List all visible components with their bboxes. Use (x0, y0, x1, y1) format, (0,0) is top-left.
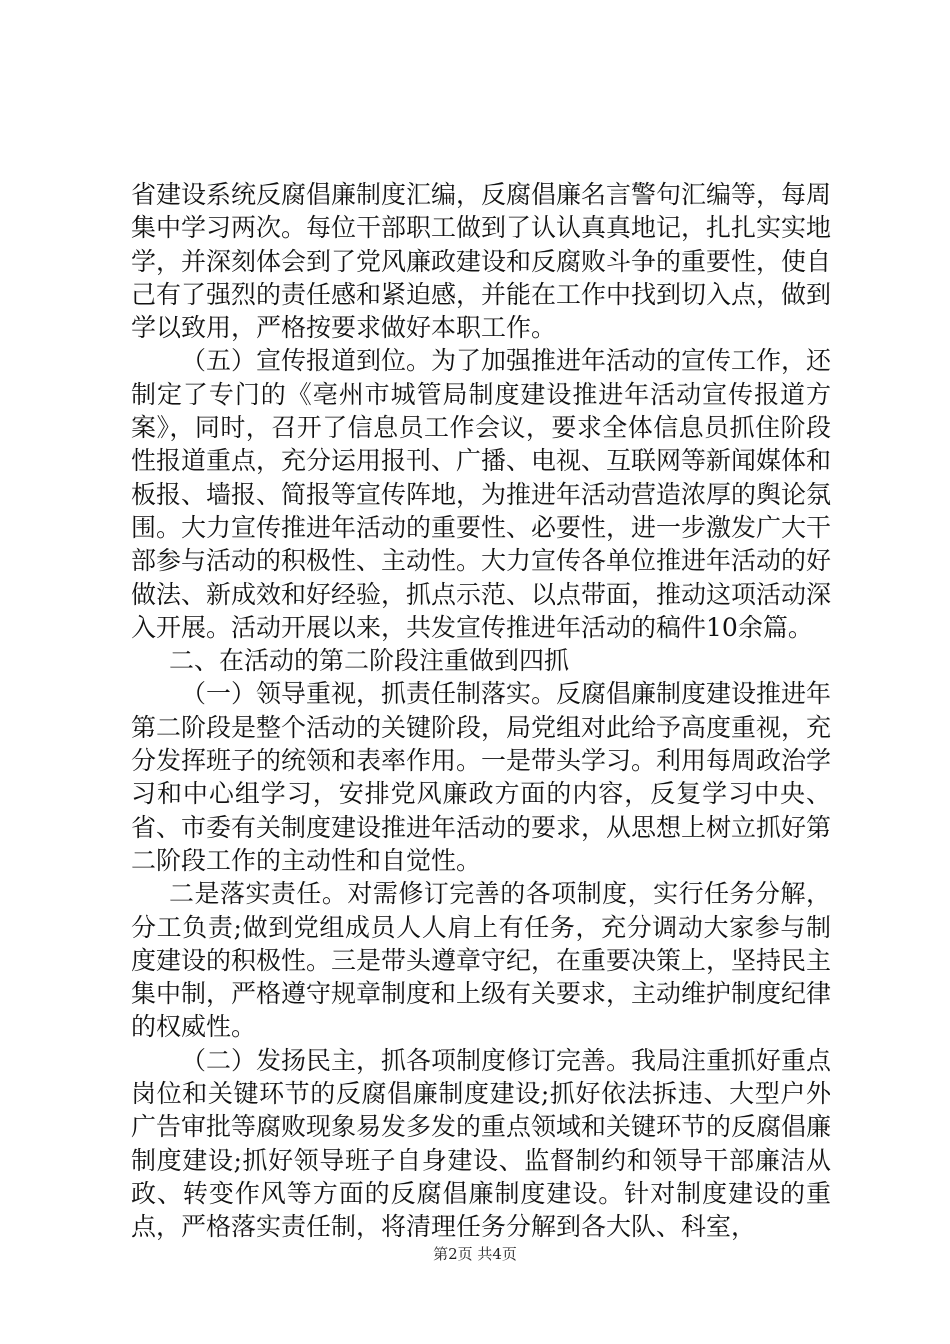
document-body (131, 178, 831, 1244)
paragraph-subsection-one: （一）领导重视，抓责任制落实。反腐倡廉制度建设推进年第二阶段是整个活动的关键阶段，局党组对此给予高度重视，充分发挥班子的统领和表率作用。一是带头学习。利用每周政治学习和中心组学习，安排党风廉政方面的内容，反复学习中央、省、市委有关制度建设推进年活动的要求，从思想上树立抓好第二阶段工作的主动性和自觉性。 (131, 679, 832, 875)
paragraph-subsection-two: （二）发扬民主，抓各项制度修订完善。我局注重抓好重点岗位和关键环节的反腐倡廉制度建设;抓好依法拆违、大型户外广告审批等腐败现象易发多发的重点领域和关键环节的反腐倡廉制度建设;抓好领导班子自身建设、监督制约和领导干部廉洁从政、转变作风等方面的反腐倡廉制度建设。针对制度建设的重点，严格落实责任制，将清理任务分解到各大队、科室， (131, 1045, 832, 1242)
paragraph-continuation: 省建设系统反腐倡廉制度汇编，反腐倡廉名言警句汇编等，每周集中学习两次。每位干部职工做到了认认真真地记，扎扎实实地学，并深刻体会到了党风廉政建设和反腐败斗争的重要性，使自己有了强烈的责任感和紧迫感，并能在工作中找到切入点，做到学以致用，严格按要求做好本职工作。 (131, 180, 832, 343)
paragraph-section-five: （五）宣传报道到位。为了加强推进年活动的宣传工作，还制定了专门的《亳州市城管局制度建设推进年活动宣传报道方案》，同时，召开了信息员工作会议，要求全体信息员抓住阶段性报道重点，充分运用报刊、广播、电视、互联网等新闻媒体和板报、墙报、简报等宣传阵地，为推进年活动营造浓厚的舆论氛围。大力宣传推进年活动的重要性、必要性，进一步激发广大干部参与活动的积极性、主动性。大力宣传各单位推进年活动的好做法、新成效和好经验，抓点示范、以点带面，推动这项活动深入开展。活动开展以来，共发宣传推进年活动的稿件10余篇。 (131, 346, 832, 642)
paragraph-responsibility: 二是落实责任。对需修订完善的各项制度，实行任务分解，分工负责;做到党组成员人人肩上有任务，充分调动大家参与制度建设的积极性。三是带头遵章守纪，在重要决策上，坚持民主集中制，严格遵守规章制度和上级有关要求，主动维护制度纪律的权威性。 (131, 879, 832, 1042)
page-number-footer: 第2页 共4页 (433, 1245, 517, 1263)
section-heading-two: 二、在活动的第二阶段注重做到四抓 (169, 646, 570, 676)
